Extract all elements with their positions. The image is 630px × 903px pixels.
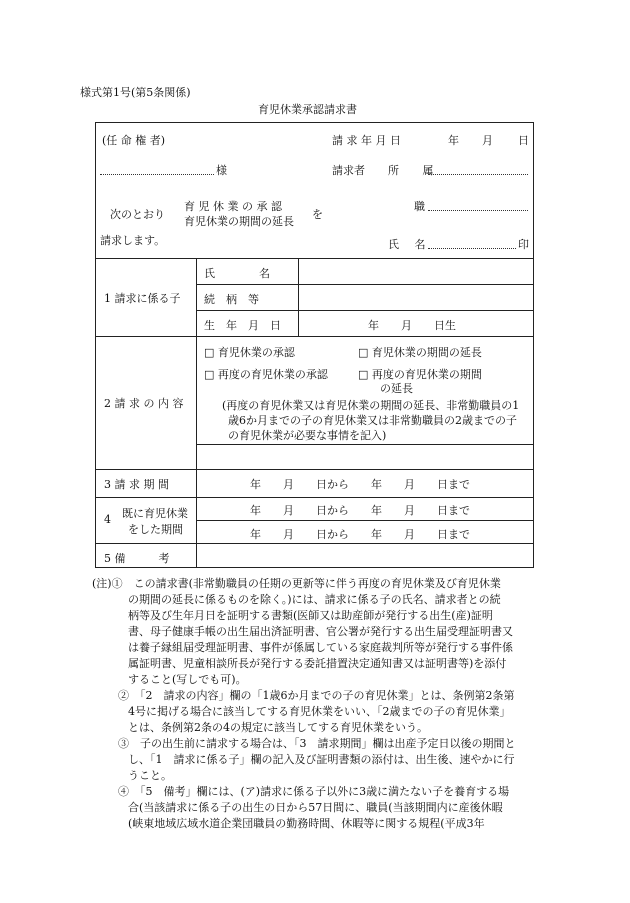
address-field[interactable] (428, 174, 528, 175)
intro-text-1: 次のとおり (110, 208, 165, 221)
year-label: 年 (448, 134, 459, 147)
note-line: 合(当該請求に係る子の出生の日から57日間に、職員(当該期間内に産後休暇 (128, 801, 503, 814)
request-period: 年 月 日から 年 月 日まで (250, 478, 470, 491)
job-field[interactable] (428, 210, 528, 211)
appointer-field[interactable] (100, 174, 214, 175)
note-line: ④ 「5 備考」欄には、(ア)請求に係る子以外に3歳に満たない子を養育する場 (118, 785, 510, 798)
job-label: 職 (414, 200, 425, 213)
note-line: 柄等及び生年月日を証明する書類(医師又は助産師が発行する出生(産)証明 (128, 609, 493, 622)
check-re-extension[interactable]: □ 再度の育児休業の期間 (358, 368, 482, 381)
note-line: とは、条例第2条の4の規定に該当してする育児休業をいう。 (128, 721, 428, 734)
note-line: うこと。 (128, 769, 172, 782)
sec2-label: 2 請 求 の 内 容 (104, 397, 184, 410)
option-extension: 育児休業の期間の延長 (184, 215, 294, 228)
note-line: ③ 子の出生前に請求する場合は、「3 請求期間」欄は出産予定日以後の期間と (118, 737, 516, 750)
note-line: (注)① この請求書(非常勤職員の任期の更新等に伴う再度の育児休業及び育児休業 (92, 577, 501, 590)
sec1-label: 1 請求に係る子 (104, 292, 181, 305)
note-line: 書、母子健康手帳の出生届出済証明書、官公署が発行する出生届受理証明書又 (128, 625, 513, 638)
sec4-label-1: 既に育児休業 (122, 507, 188, 520)
check-re-approval[interactable]: □ 再度の育児休業の承認 (204, 368, 328, 381)
sec3-label: 3 請 求 期 間 (104, 478, 169, 491)
option-approval: 育 児 休 業 の 承 認 (184, 200, 282, 213)
sec5-label: 5 備 考 (104, 552, 170, 565)
name-field[interactable] (428, 248, 516, 249)
child-birth-label: 生 年 月 日 (204, 319, 281, 332)
note-line: 4号に掲げる場合に該当してする育児休業をいい、「2歳までの子の育児休業」 (128, 705, 511, 718)
sec4-label-2: をした期間 (128, 523, 183, 536)
note-line: は養子縁組届受理証明書、事件が係属している家庭裁判所等が発行する事件係 (128, 641, 513, 654)
note-line: し、「1 請求に係る子」欄の記入及び証明書類の添付は、出生後、速やかに行 (128, 753, 515, 766)
note-line: 属証明書、児童相談所長が発行する委託措置決定通知書又は証明書等)を添付 (128, 657, 507, 670)
month-label: 月 (482, 134, 493, 147)
wo-particle: を (312, 208, 323, 221)
seal-mark: 印 (518, 238, 529, 251)
address-label: 所 属 (388, 164, 444, 177)
note-line: (峡東地域広域水道企業団職員の勤務時間、休暇等に関する規程(平成3年 (128, 817, 485, 830)
sec2-note-3: の育児休業が必要な事情を記入) (228, 429, 387, 442)
note-line: の期間の延長に係るものを除く。)には、請求に係る子の氏名、請求者との続 (128, 593, 501, 606)
form-number: 様式第1号(第5条関係) (80, 86, 191, 99)
sama-label: 様 (216, 164, 227, 177)
sec2-note-2: 歳6か月までの子の育児休業又は非常勤職員の2歳までの子 (228, 414, 517, 427)
child-name-label: 氏 名 (204, 267, 270, 280)
name-label: 氏 名 (388, 238, 432, 251)
appointer-label: (任 命 権 者) (102, 134, 166, 147)
sec4-number: 4 (104, 513, 111, 526)
note-line: ② 「2 請求の内容」欄の「1歳6か月までの子の育児休業」とは、条例第2条第 (118, 689, 515, 702)
sec2-note-1: (再度の育児休業又は育児休業の期間の延長、非常勤職員の1 (222, 399, 520, 412)
day-label: 日 (518, 134, 529, 147)
requester-label: 請求者 (332, 164, 365, 177)
request-date-label: 請 求 年 月 日 (332, 134, 401, 147)
past-period-1: 年 月 日から 年 月 日まで (250, 504, 470, 517)
note-line: すること(写しでも可)。 (128, 673, 247, 686)
past-period-2: 年 月 日から 年 月 日まで (250, 528, 470, 541)
check-extension[interactable]: □ 育児休業の期間の延長 (358, 346, 482, 359)
check-approval[interactable]: □ 育児休業の承認 (204, 346, 295, 359)
intro-text-2: 請求します。 (100, 234, 166, 247)
child-relation-label: 続 柄 等 (204, 293, 259, 306)
check-re-extension-cont: の延長 (380, 382, 413, 395)
form-title: 育児休業承認請求書 (258, 103, 357, 116)
child-birth-value: 年 月 日生 (368, 319, 456, 332)
